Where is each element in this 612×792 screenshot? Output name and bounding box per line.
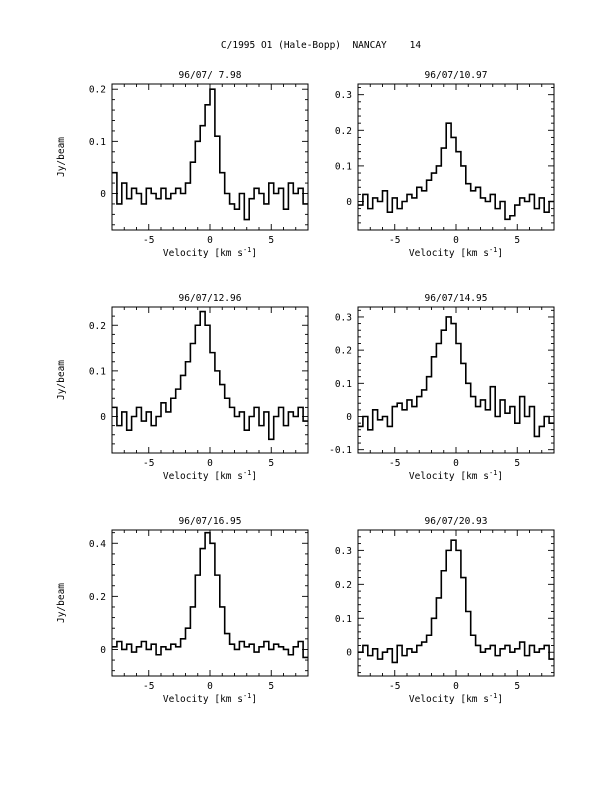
x-tick-label: 5 <box>268 681 275 692</box>
x-axis-label-end: ] <box>251 471 258 482</box>
panel-title: 96/07/ 7.98 <box>178 70 242 81</box>
x-axis-label-main: Velocity [km s <box>408 248 489 259</box>
panel-title: 96/07/16.95 <box>178 516 242 527</box>
x-tick-label: 5 <box>514 681 521 692</box>
chart-panel-4 <box>329 293 554 482</box>
x-axis-label <box>409 469 503 482</box>
x-axis-label-main: Velocity [km s <box>408 471 489 482</box>
spectrum-line <box>358 540 554 662</box>
y-tick-label: 0 <box>100 412 106 423</box>
x-axis-label <box>409 246 503 259</box>
y-tick-label: 0.1 <box>88 366 106 378</box>
panel-title: 96/07/20.93 <box>424 516 488 527</box>
x-tick-label: 5 <box>268 235 275 246</box>
plot-frame <box>112 84 308 230</box>
x-tick-label: -5 <box>389 235 401 246</box>
y-axis-label: Jy/beam <box>56 582 67 624</box>
y-tick-label: 0.2 <box>334 579 352 591</box>
panel-title: 96/07/14.95 <box>424 293 488 304</box>
chart-panel-5 <box>56 516 308 705</box>
y-tick-label: 0 <box>100 644 106 656</box>
x-axis-label-main: Velocity [km s <box>162 694 243 705</box>
x-tick-label: 5 <box>514 235 521 246</box>
y-tick-label: 0.3 <box>334 90 352 102</box>
x-axis-label-end: ] <box>497 248 504 259</box>
x-axis-label-end: ] <box>251 248 258 259</box>
chart-panel-6 <box>335 516 554 705</box>
x-axis-label-main: Velocity [km s <box>162 248 243 259</box>
x-axis-label <box>163 469 257 482</box>
x-axis-label-superscript: -1 <box>242 469 252 477</box>
x-tick-label: 0 <box>453 681 459 692</box>
x-axis-label-superscript: -1 <box>488 469 498 477</box>
x-axis-label <box>163 692 257 705</box>
y-tick-label: 0.2 <box>88 591 106 603</box>
plot-frame <box>112 530 308 676</box>
x-tick-label: -5 <box>389 458 401 469</box>
y-tick-label: 0.3 <box>334 545 352 557</box>
spectrum-line <box>358 317 554 436</box>
x-tick-label: 0 <box>453 458 459 469</box>
x-tick-label: 0 <box>453 235 459 246</box>
y-axis-label: Jy/beam <box>56 136 67 178</box>
y-tick-label: 0.1 <box>334 613 352 625</box>
x-axis-label <box>409 692 503 705</box>
spectrum-line <box>112 89 308 219</box>
y-tick-label: 0 <box>100 189 106 200</box>
panel-title: 96/07/10.97 <box>424 70 488 81</box>
x-tick-label: -5 <box>389 681 401 692</box>
x-tick-label: 0 <box>207 235 213 246</box>
x-axis-label-superscript: -1 <box>488 246 498 254</box>
spectrum-line <box>112 533 308 658</box>
x-axis-label-main: Velocity [km s <box>408 694 489 705</box>
y-tick-label: -0.1 <box>329 445 352 457</box>
x-axis-label-superscript: -1 <box>242 692 252 700</box>
chart-panel-3 <box>56 293 308 482</box>
y-tick-label: 0.1 <box>334 378 352 390</box>
chart-panel-1 <box>56 70 308 259</box>
y-tick-label: 0 <box>346 412 352 423</box>
spectrum-line <box>358 123 554 219</box>
x-axis-label-end: ] <box>497 471 504 482</box>
y-tick-label: 0.2 <box>334 345 352 357</box>
x-axis-label <box>163 246 257 259</box>
x-axis-label-main: Velocity [km s <box>162 471 243 482</box>
y-tick-label: 0.1 <box>334 161 352 173</box>
panel-title: 96/07/12.96 <box>178 293 242 304</box>
x-axis-label-superscript: -1 <box>242 246 252 254</box>
x-axis-label-end: ] <box>251 694 258 705</box>
x-tick-label: -5 <box>143 681 155 692</box>
y-tick-label: 0.2 <box>88 320 106 332</box>
x-tick-label: 0 <box>207 681 213 692</box>
figure-title: C/1995 O1 (Hale-Bopp) NANCAY 14 <box>220 40 422 51</box>
y-axis-label: Jy/beam <box>56 359 67 401</box>
x-tick-label: 5 <box>268 458 275 469</box>
chart-panel-2 <box>335 70 554 259</box>
y-tick-label: 0.2 <box>88 84 106 96</box>
x-tick-label: -5 <box>143 235 155 246</box>
y-tick-label: 0 <box>346 647 352 659</box>
x-axis-label-superscript: -1 <box>488 692 498 700</box>
x-axis-label-end: ] <box>497 694 504 705</box>
x-tick-label: 0 <box>207 458 213 469</box>
y-tick-label: 0 <box>346 197 352 209</box>
x-tick-label: -5 <box>143 458 155 469</box>
y-tick-label: 0.4 <box>88 538 106 550</box>
y-tick-label: 0.2 <box>334 125 352 137</box>
x-tick-label: 5 <box>514 458 521 469</box>
y-tick-label: 0.1 <box>88 136 106 148</box>
y-tick-label: 0.3 <box>334 312 352 324</box>
spectrum-line <box>112 312 308 440</box>
